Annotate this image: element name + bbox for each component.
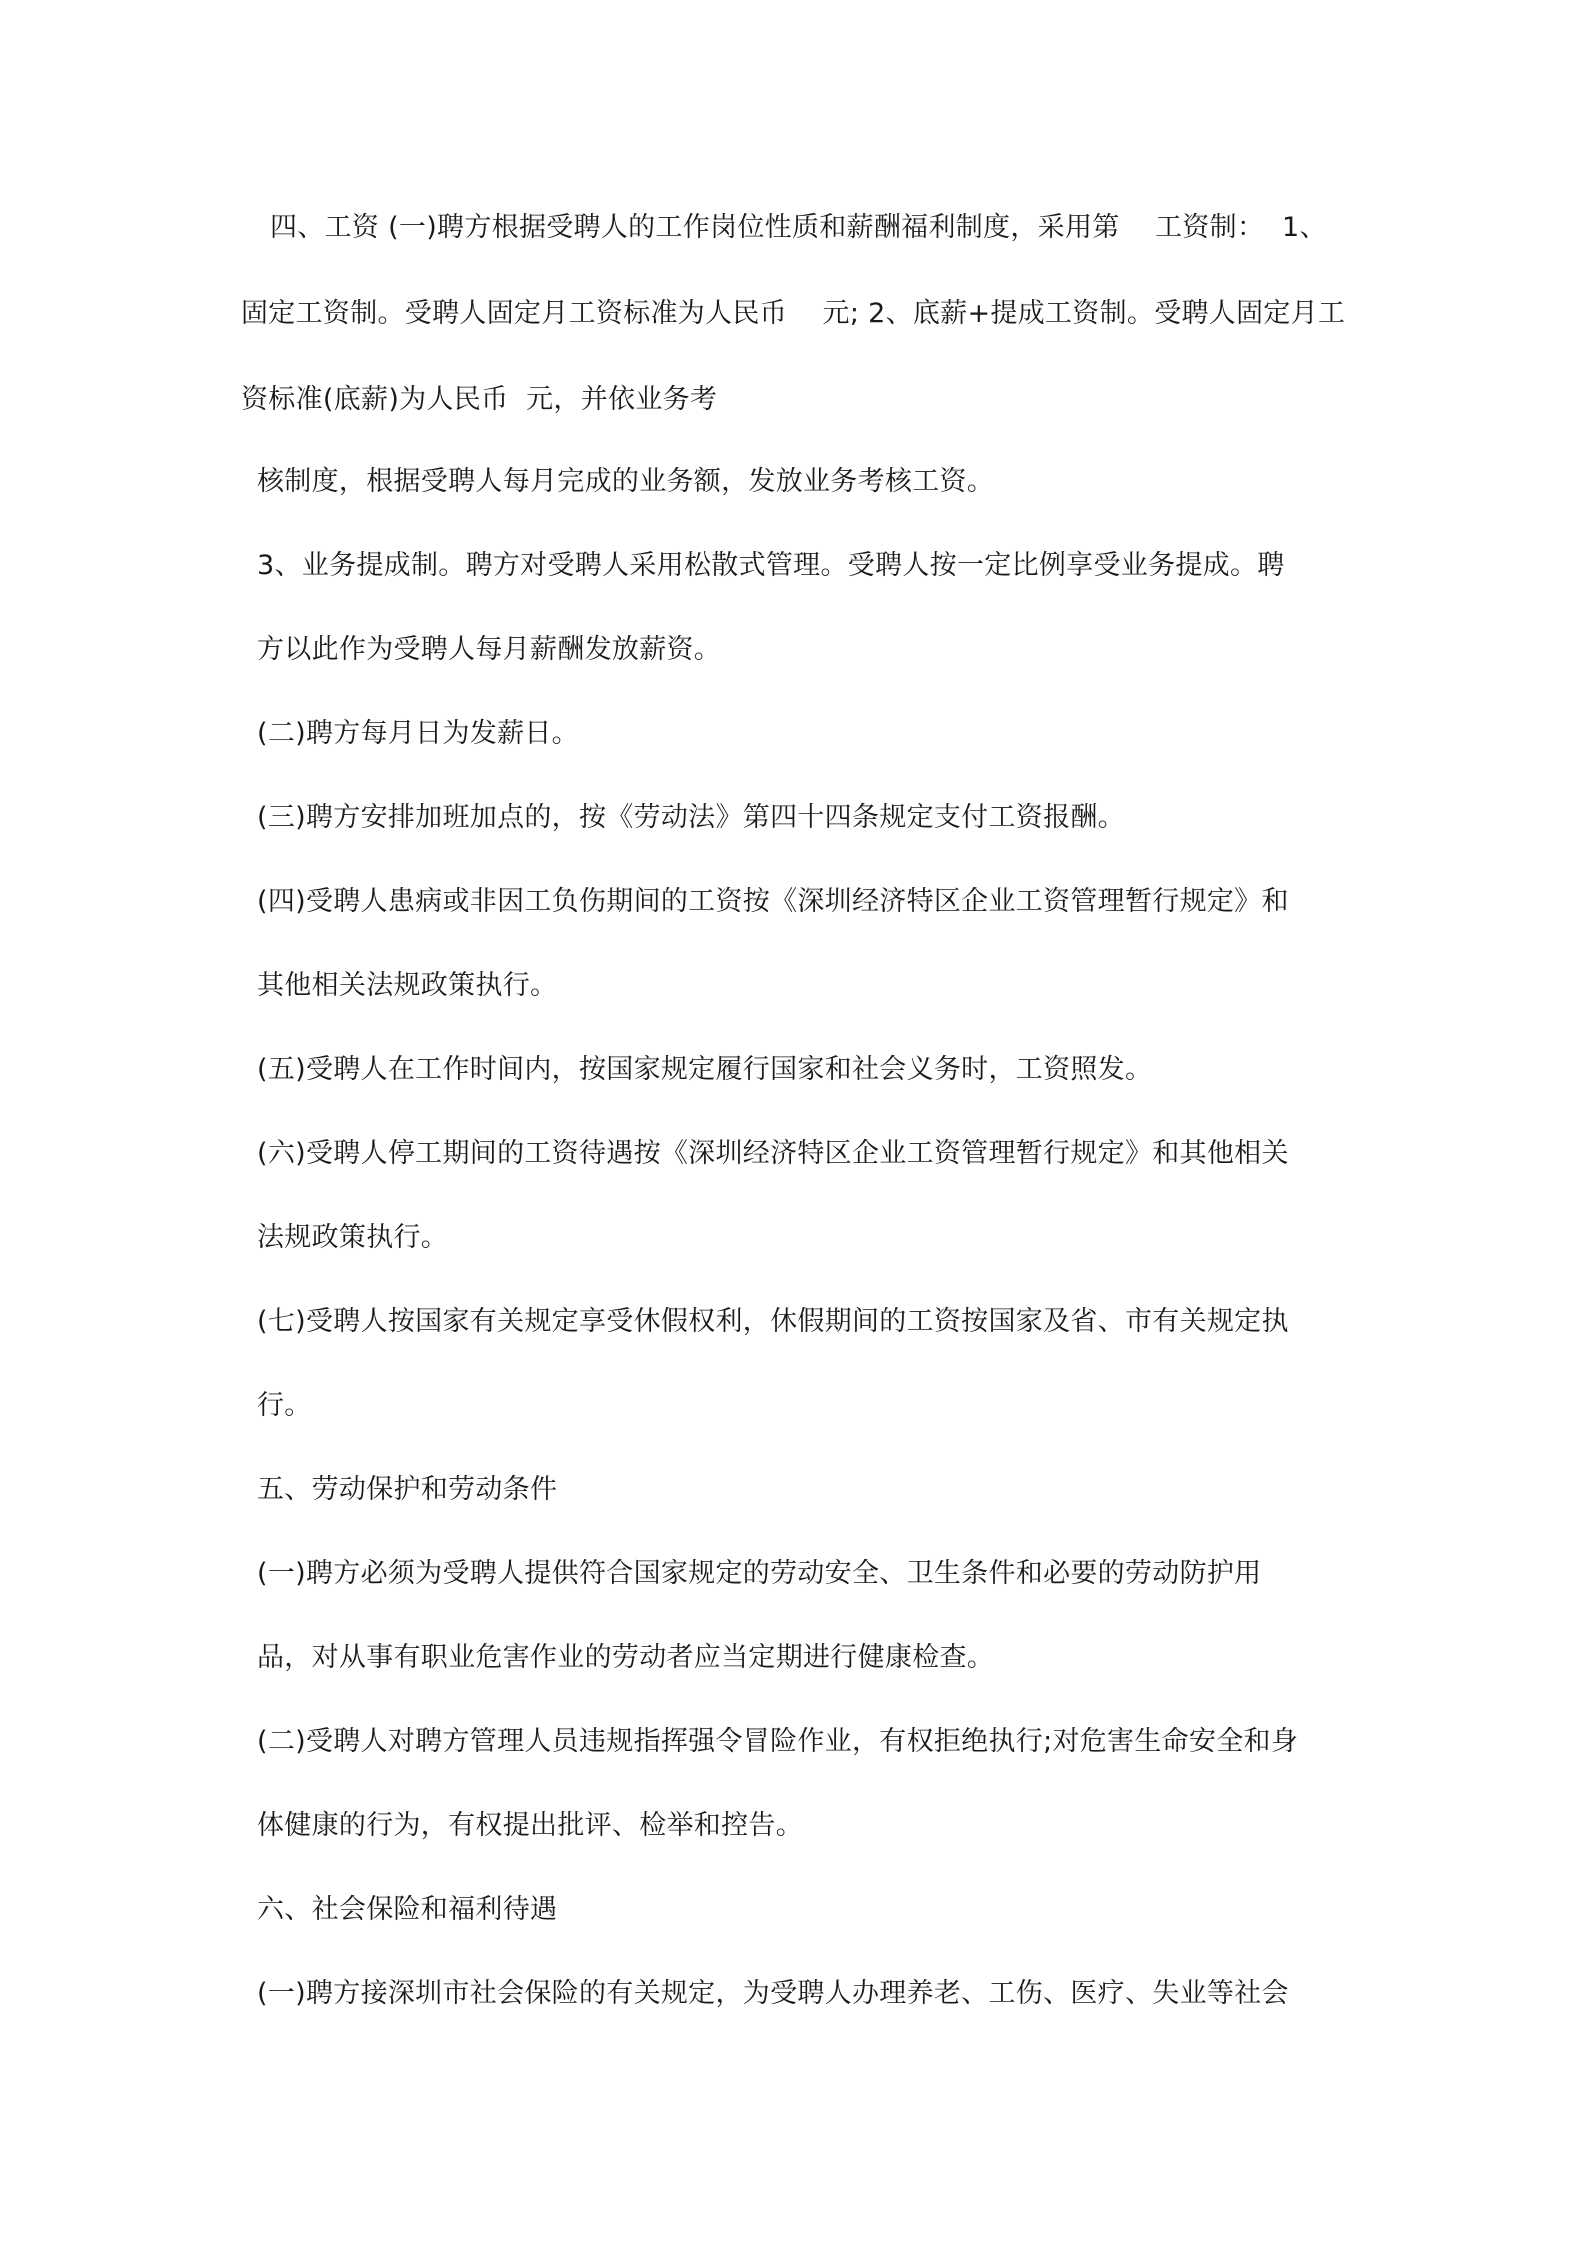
paragraph-line: (六)受聘人停工期间的工资待遇按《深圳经济特区企业工资管理暂行规定》和其他相关 — [257, 1138, 1289, 1169]
paragraph-line: (二)聘方每月日为发薪日。 — [257, 718, 579, 749]
paragraph-line: 核制度，根据受聘人每月完成的业务额，发放业务考核工资。 — [257, 466, 995, 497]
paragraph-line: (三)聘方安排加班加点的，按《劳动法》第四十四条规定支付工资报酬。 — [257, 802, 1125, 833]
paragraph-line: 其他相关法规政策执行。 — [257, 970, 558, 1001]
paragraph-line: 固定工资制。受聘人固定月工资标准为人民币 元; 2、底薪+提成工资制。受聘人固定月工 — [241, 298, 1346, 329]
paragraph-line: (七)受聘人按国家有关规定享受休假权利，休假期间的工资按国家及省、市有关规定执 — [257, 1306, 1289, 1337]
paragraph-line: (一)聘方必须为受聘人提供符合国家规定的劳动安全、卫生条件和必要的劳动防护用 — [257, 1558, 1262, 1589]
paragraph-line: (一)聘方接深圳市社会保险的有关规定，为受聘人办理养老、工伤、医疗、失业等社会 — [257, 1978, 1289, 2009]
paragraph-line: (二)受聘人对聘方管理人员违规指挥强令冒险作业，有权拒绝执行;对危害生命安全和身 — [257, 1726, 1299, 1757]
paragraph-line: 行。 — [257, 1390, 312, 1421]
paragraph-line: 法规政策执行。 — [257, 1222, 449, 1253]
section-heading: 六、社会保险和福利待遇 — [257, 1894, 558, 1925]
paragraph-line: (五)受聘人在工作时间内，按国家规定履行国家和社会义务时，工资照发。 — [257, 1054, 1153, 1085]
paragraph-line: 资标准(底薪)为人民币 元，并依业务考 — [241, 384, 718, 415]
paragraph-line: (四)受聘人患病或非因工负伤期间的工资按《深圳经济特区企业工资管理暂行规定》和 — [257, 886, 1289, 917]
section-heading: 五、劳动保护和劳动条件 — [257, 1474, 558, 1505]
paragraph-line: 品，对从事有职业危害作业的劳动者应当定期进行健康检查。 — [257, 1642, 995, 1673]
paragraph-line: 方以此作为受聘人每月薪酬发放薪资。 — [257, 634, 722, 665]
paragraph-line: 体健康的行为，有权提出批评、检举和控告。 — [257, 1810, 803, 1841]
paragraph-line: 四、工资 (一)聘方根据受聘人的工作岗位性质和薪酬福利制度，采用第 工资制： 1、 — [270, 212, 1327, 243]
paragraph-line: 3、业务提成制。聘方对受聘人采用松散式管理。受聘人按一定比例享受业务提成。聘 — [257, 550, 1285, 581]
